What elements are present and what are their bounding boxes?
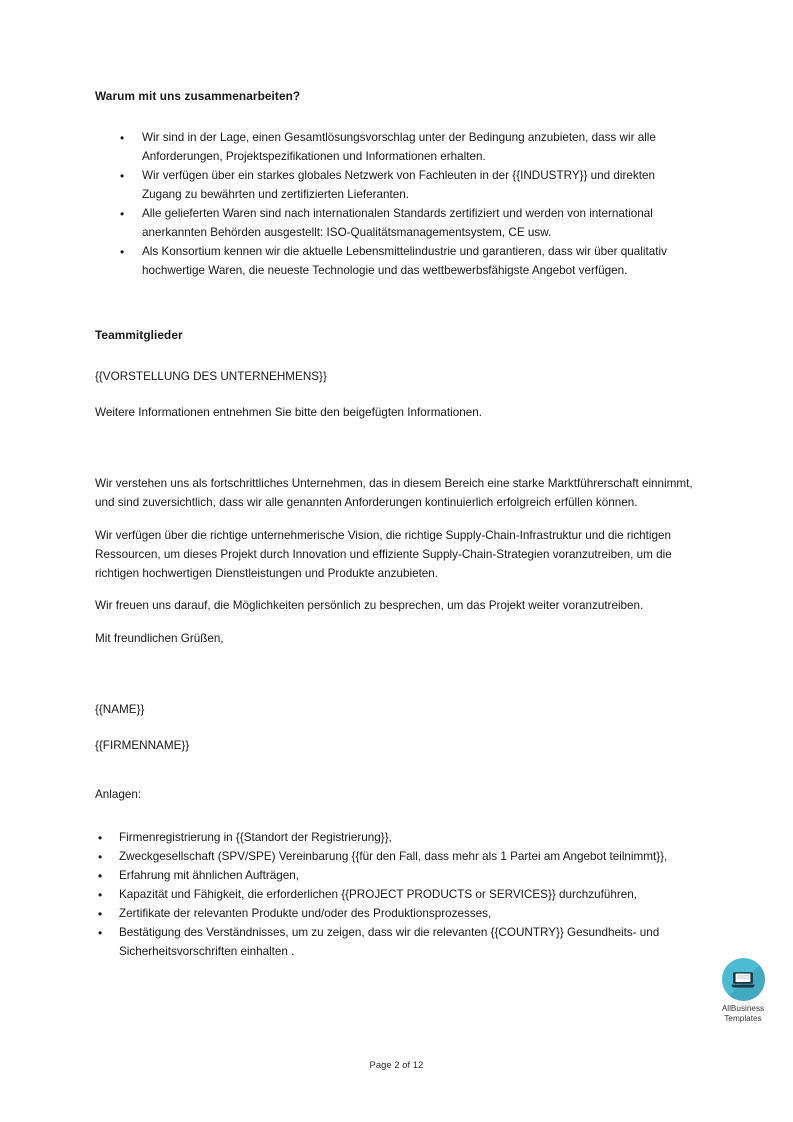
- spacer: [95, 344, 697, 368]
- spacer: [95, 805, 697, 829]
- paragraph-meeting-invitation: Wir freuen uns darauf, die Möglichkeiten persönlich zu besprechen, um das Projekt weiter voranzutreiben.: [95, 599, 644, 613]
- list-item: • Kapazität und Fähigkeit, die erforderlichen {{PROJECT PRODUCTS or SERVICES}} durchzuführen,: [95, 886, 697, 905]
- page-number-label: Page 2 of 12: [369, 1060, 424, 1070]
- laptop-icon: [722, 958, 765, 1001]
- list-item: • Wir sind in der Lage, einen Gesamtlösungsvorschlag unter der Bedingung anzubieten, dass wir alle Anforderungen, Projektspezifikationen und Informationen erhalten.: [95, 129, 697, 167]
- signature-company: {{FIRMENNAME}}: [95, 739, 190, 753]
- spacer: [95, 105, 697, 129]
- logo-text-line1: AllBusiness: [721, 1004, 765, 1013]
- list-item: • Als Konsortium kennen wir die aktuelle Lebensmittelindustrie und garantieren, dass wir über qualitativ hochwertige Waren, die neueste Technologie und das wettbewerbsfähigste Angebot verfügen.: [95, 243, 697, 281]
- spacer: [95, 756, 697, 786]
- signature-name: {{NAME}}: [95, 703, 145, 717]
- allbusiness-templates-logo: [700, 958, 786, 1025]
- team-company-placeholder: {{VORSTELLUNG DES UNTERNEHMENS}}: [95, 369, 327, 383]
- page-footer: [0, 1060, 793, 1070]
- heading-why-work-with-us: Warum mit uns zusammenarbeiten?: [95, 89, 301, 103]
- paragraph-vision-supply-chain: Wir verfügen über die richtige unternehmerische Vision, die richtige Supply-Chain-Infrastruktur und die richtigen Ressourcen, um dieses Projekt durch Innovation und effiziente Supply-Chain-Strategien voranzutreiben, um die richtigen hochwertigen Dienstleistungen und Produkte anzubieten.: [95, 528, 672, 580]
- closing-salutation: Mit freundlichen Grüßen,: [95, 632, 224, 646]
- list-item: • Erfahrung mit ähnlichen Aufträgen,: [95, 867, 697, 886]
- spacer: [95, 720, 697, 737]
- heading-team-members: Teammitglieder: [95, 327, 183, 342]
- list-item: • Zweckgesellschaft (SPV/SPE) Vereinbarung {{für den Fall, dass mehr als 1 Partei am Angebot teilnimmt}},: [95, 848, 697, 867]
- attachments-label: Anlagen:: [95, 788, 142, 802]
- list-item: • Alle gelieferten Waren sind nach internationalen Standards zertifiziert und werden von international anerkannten Behörden ausgestellt: ISO-Qualitätsmanagementsystem, CE usw.: [95, 205, 697, 243]
- spacer: [95, 281, 697, 327]
- team-additional-info-note: Weitere Informationen entnehmen Sie bitte den beigefügten Informationen.: [95, 405, 483, 419]
- logo-text-line2: Templates: [724, 1014, 762, 1024]
- list-item: • Bestätigung des Verständnisses, um zu zeigen, dass wir die relevanten {{COUNTRY}} Gesundheits- und Sicherheitsvorschriften einhalten .: [95, 924, 697, 962]
- spacer: [95, 387, 697, 404]
- spacer: [95, 649, 697, 701]
- document-body: [95, 88, 697, 962]
- attachments-bullet-list: [95, 829, 697, 962]
- list-item: • Firmenregistrierung in {{Standort der Registrierung}},: [95, 829, 697, 848]
- why-bullet-list: [95, 129, 697, 281]
- list-item: • Wir verfügen über ein starkes globales Netzwerk von Fachleuten in der {{INDUSTRY}} und direkten Zugang zu bewährten und zertifizierten Lieferanten.: [95, 167, 697, 205]
- list-item: • Zertifikate der relevanten Produkte und/oder des Produktionsprozesses,: [95, 905, 697, 924]
- paragraph-market-leadership: Wir verstehen uns als fortschrittliches Unternehmen, das in diesem Bereich eine starke Marktführerschaft einnimmt, und sind zuversichtlich, dass wir alle genannten Anforderungen kontinuierlich erfolgreich erfüllen können.: [95, 476, 693, 509]
- logo-text: [700, 1004, 786, 1025]
- spacer: [95, 423, 697, 475]
